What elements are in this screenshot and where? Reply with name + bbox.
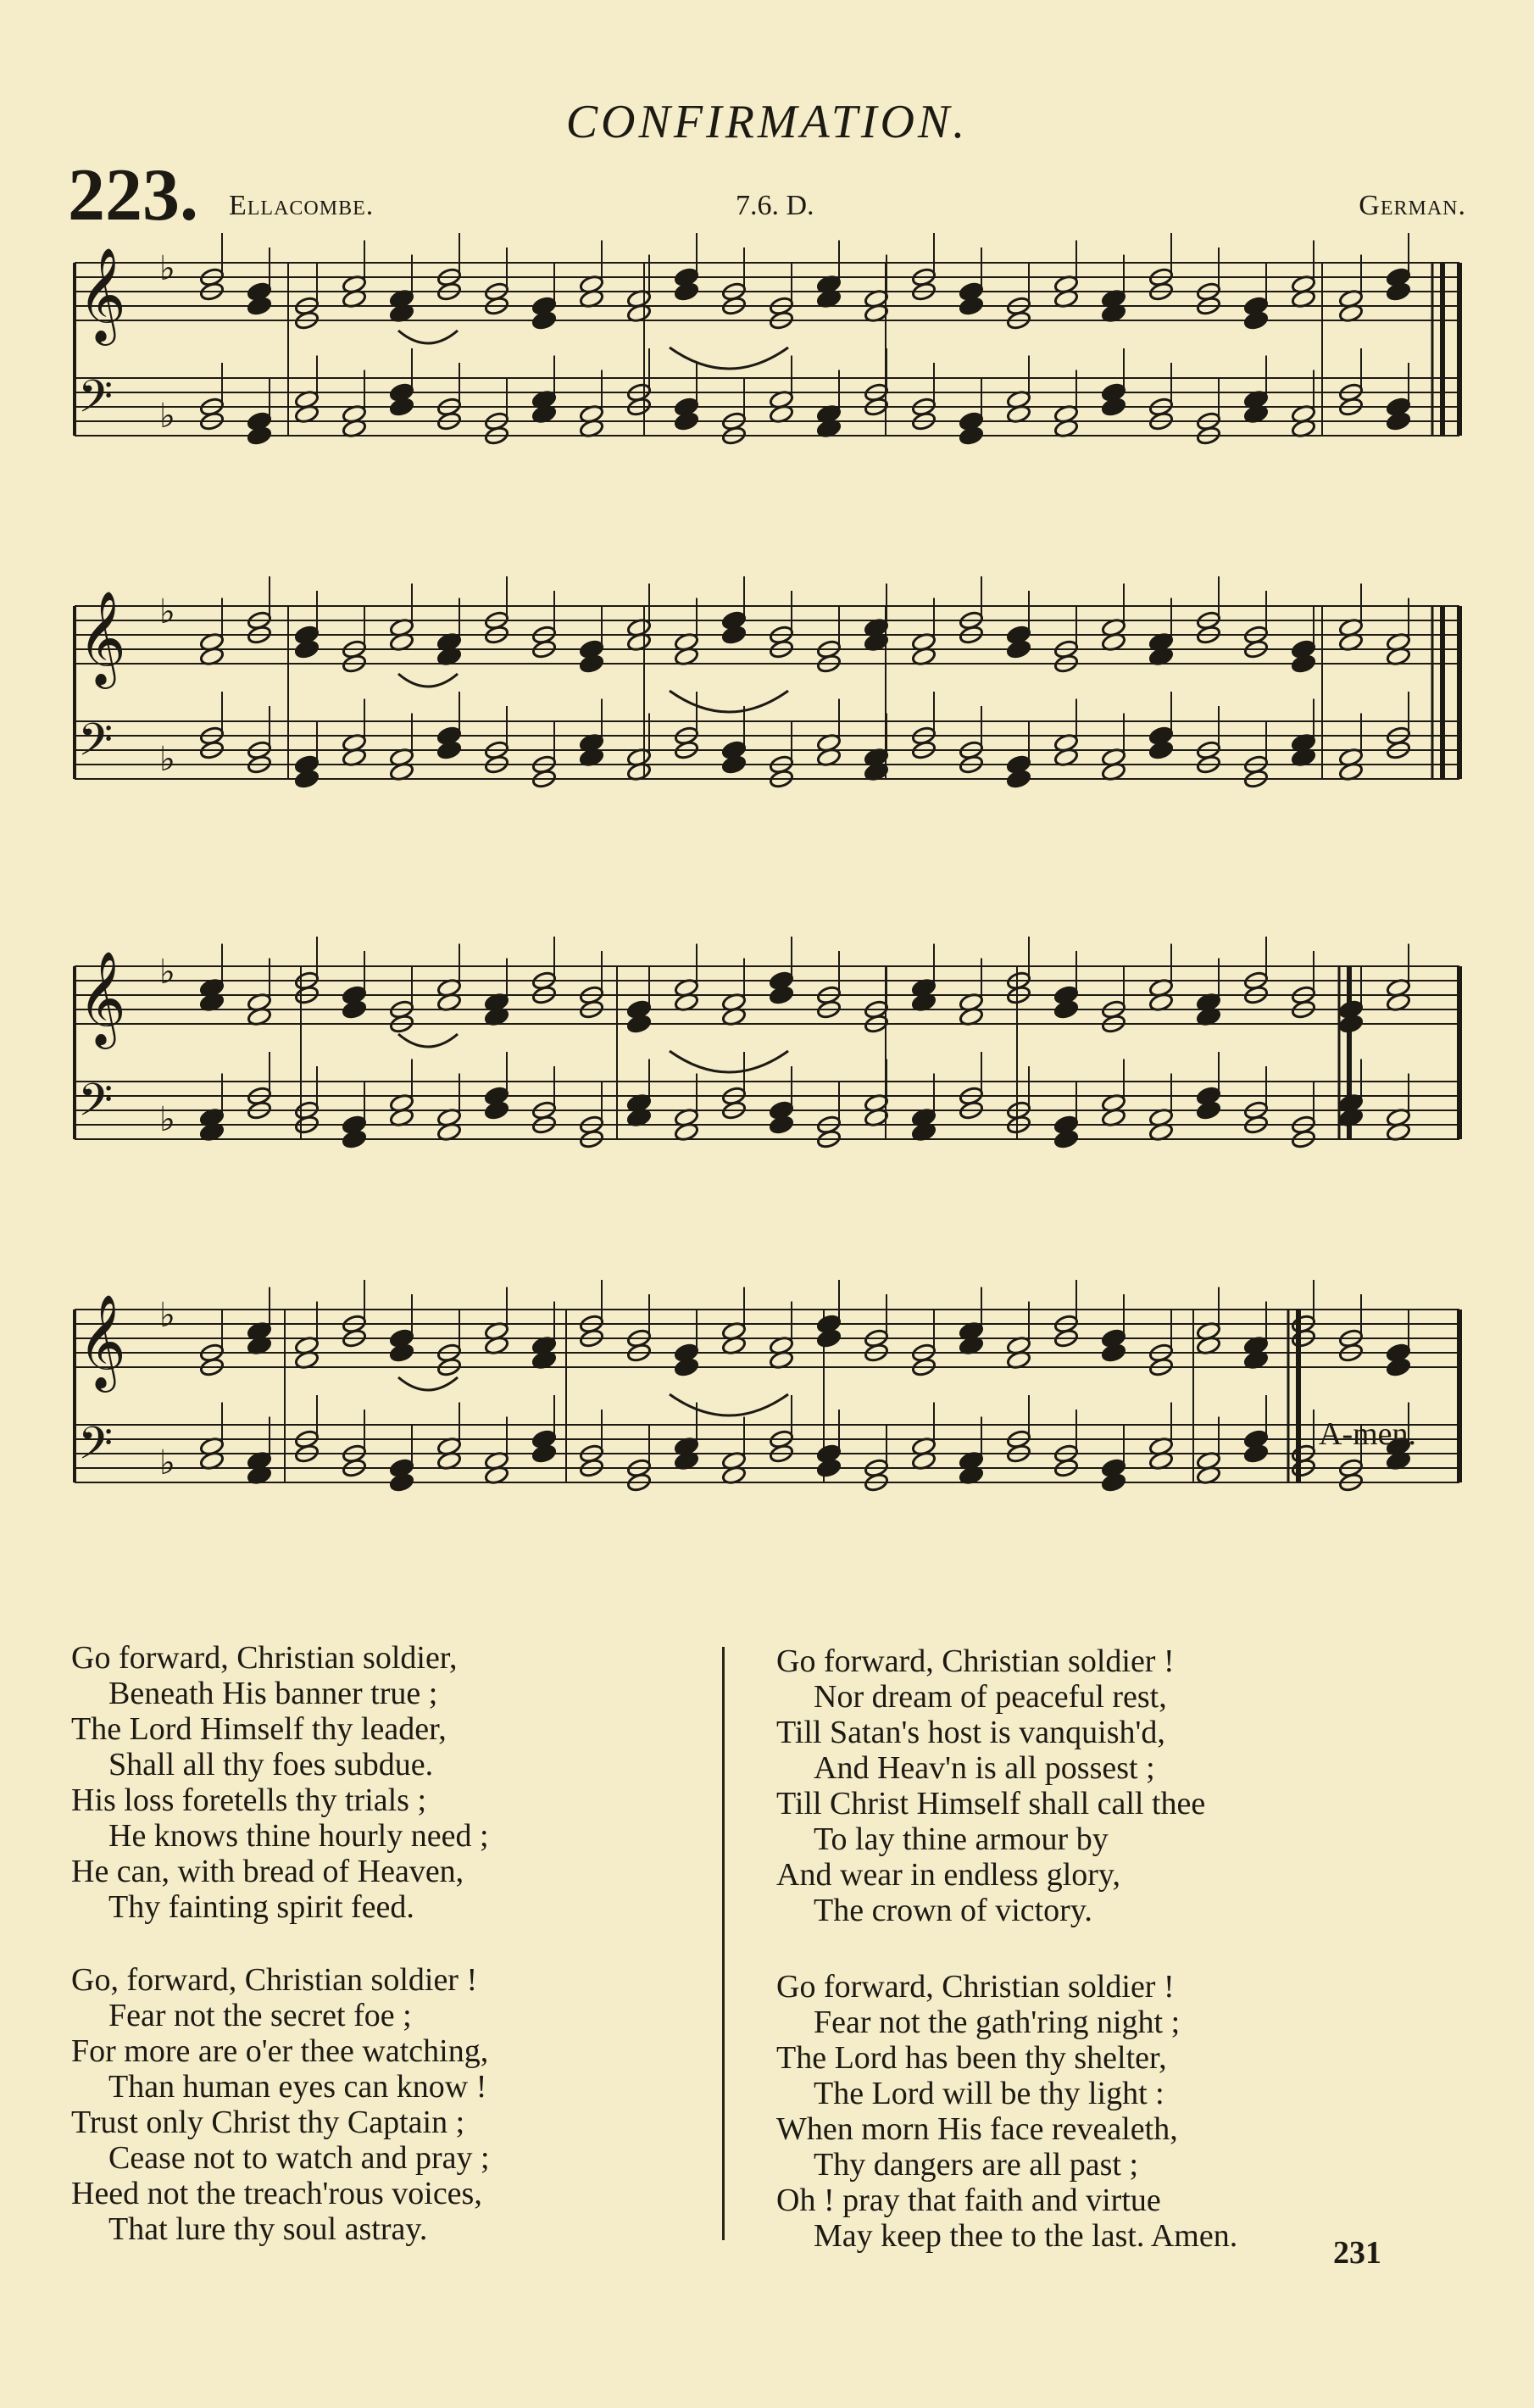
verse-line: Go forward, Christian soldier !	[776, 1969, 1175, 2005]
verse-line: Cease not to watch and pray ;	[108, 2140, 490, 2176]
treble-clef-icon: 𝄞	[78, 590, 126, 685]
verse-line: The crown of victory.	[814, 1893, 1092, 1928]
flat-icon: ♭	[159, 249, 175, 288]
verse-line: Beneath His banner true ;	[108, 1676, 438, 1711]
verse-line: Go, forward, Christian soldier !	[71, 1962, 478, 1998]
bass-clef-icon: 𝄢	[78, 1418, 114, 1481]
verse-line: That lure thy soul astray.	[108, 2211, 428, 2247]
slur	[398, 1034, 458, 1047]
verse-4	[776, 1969, 1237, 2254]
tune-name: Ellacombe.	[229, 190, 375, 221]
verse-line: Fear not the secret foe ;	[108, 1998, 412, 2033]
verse-line: Thy dangers are all past ;	[814, 2147, 1139, 2183]
verse-line: For more are o'er thee watching,	[71, 2033, 489, 2069]
hymn-number: 223.	[68, 154, 198, 236]
verse-line: He can, with bread of Heaven,	[71, 1854, 464, 1889]
verse-line: Fear not the gath'ring night ;	[814, 2005, 1181, 2040]
verse-line: Than human eyes can know !	[108, 2069, 487, 2105]
flat-icon: ♭	[159, 397, 175, 436]
verses	[0, 1640, 1534, 2284]
verse-line: Oh ! pray that faith and virtue	[776, 2183, 1161, 2218]
verse-line: The Lord has been thy shelter,	[776, 2040, 1167, 2076]
tune-source: German.	[1359, 190, 1466, 221]
slur	[670, 691, 788, 712]
verse-line: The Lord will be thy light :	[814, 2076, 1164, 2111]
amen-label: A-men.	[1319, 1416, 1417, 1452]
verse-line: Till Satan's host is vanquish'd,	[776, 1715, 1165, 1750]
verse-line: Go forward, Christian soldier,	[71, 1640, 458, 1676]
verse-line: Go forward, Christian soldier !	[776, 1643, 1175, 1679]
slur	[398, 331, 458, 343]
verse-line: Thy fainting spirit feed.	[108, 1889, 414, 1925]
verse-line: When morn His face revealeth,	[776, 2111, 1178, 2147]
slur	[398, 1377, 458, 1390]
treble-clef-icon: 𝄞	[78, 247, 126, 342]
verse-line: And Heav'n is all possest ;	[814, 1750, 1155, 1786]
treble-clef-icon: 𝄞	[78, 1293, 126, 1388]
column-rule	[722, 1647, 725, 2240]
verse-2	[71, 1962, 490, 2247]
running-head: CONFIRMATION.	[565, 96, 969, 148]
verse-line: Shall all thy foes subdue.	[108, 1747, 434, 1782]
bass-clef-icon: 𝄢	[78, 371, 114, 434]
verse-line: His loss foretells thy trials ;	[71, 1782, 427, 1818]
flat-icon: ♭	[159, 740, 175, 779]
bass-clef-icon: 𝄢	[78, 1075, 114, 1137]
verse-line: The Lord Himself thy leader,	[71, 1711, 447, 1747]
verse-line: And wear in endless glory,	[776, 1857, 1120, 1893]
flat-icon: ♭	[159, 1100, 175, 1139]
verse-3	[776, 1643, 1205, 1928]
verse-line: Trust only Christ thy Captain ;	[71, 2105, 465, 2140]
meter: 7.6. D.	[736, 190, 814, 221]
verse-line: Heed not the treach'rous voices,	[71, 2176, 482, 2211]
slur	[670, 1394, 788, 1415]
flat-icon: ♭	[159, 1296, 175, 1335]
flat-icon: ♭	[159, 1443, 175, 1482]
bass-clef-icon: 𝄢	[78, 715, 114, 777]
verse-1	[71, 1640, 489, 1925]
verse-line: May keep thee to the last. Amen.	[814, 2218, 1238, 2254]
flat-icon: ♭	[159, 953, 175, 992]
slur	[670, 1051, 788, 1072]
verse-line: He knows thine hourly need ;	[108, 1818, 489, 1854]
slur	[670, 348, 788, 369]
page-number: 231	[1333, 2235, 1381, 2271]
slur	[398, 674, 458, 687]
verse-line: Till Christ Himself shall call thee	[776, 1786, 1206, 1821]
treble-clef-icon: 𝄞	[78, 950, 126, 1045]
flat-icon: ♭	[159, 592, 175, 631]
verse-line: To lay thine armour by	[814, 1821, 1109, 1857]
verse-line: Nor dream of peaceful rest,	[814, 1679, 1167, 1715]
